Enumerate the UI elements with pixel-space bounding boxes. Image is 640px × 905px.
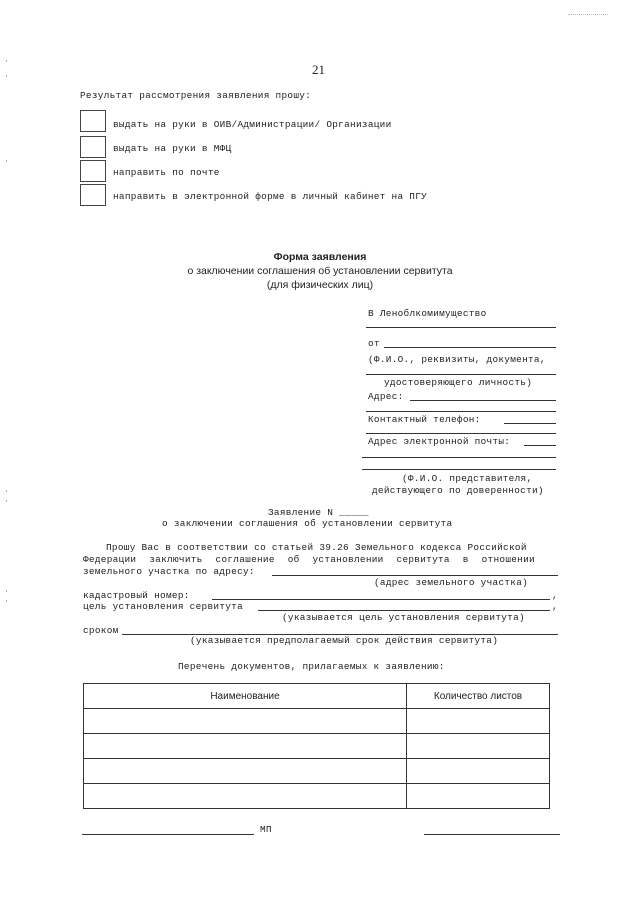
body-line-3: земельного участка по адресу: (83, 566, 255, 577)
from-name-line[interactable] (384, 347, 556, 348)
addressee-line[interactable] (366, 327, 556, 328)
address-hint: (адрес земельного участка) (374, 577, 529, 588)
application-subheading: о заключении соглашения об установлении сервитута (162, 518, 453, 529)
purpose-comma: , (552, 601, 558, 612)
documents-table (83, 683, 550, 809)
checkbox-option-post[interactable] (80, 160, 106, 182)
rep-hint-1: (Ф.И.О. представителя, (402, 473, 533, 484)
address-label: Адрес: (368, 391, 404, 402)
table-cell[interactable] (84, 734, 407, 759)
table-row (84, 784, 550, 809)
purpose-line[interactable] (258, 610, 550, 611)
table-header-row (84, 684, 550, 709)
stamp-label: МП (260, 824, 272, 835)
rep-hint-2: действующего по доверенности) (372, 485, 544, 496)
address-line[interactable] (410, 400, 556, 401)
signature-line-right[interactable] (424, 834, 560, 835)
table-cell[interactable] (407, 734, 550, 759)
fio-hint-2: удостоверяющего личность) (384, 377, 533, 388)
rep-line-2[interactable] (362, 469, 556, 470)
body-line-1: Прошу Вас в соответствии со статьей 39.26 Земельного кодекса Российской (106, 542, 527, 553)
phone-line-2[interactable] (366, 433, 556, 434)
col-sheets-header: Количество листов (407, 684, 550, 709)
checkbox-option-pgu[interactable] (80, 184, 106, 206)
cadastral-label: кадастровый номер: (83, 590, 190, 601)
term-label: сроком (83, 625, 119, 636)
email-line[interactable] (524, 445, 556, 446)
scan-mark (6, 490, 7, 492)
table-row (84, 734, 550, 759)
purpose-label: цель установления сервитута (83, 601, 243, 612)
purpose-hint: (указывается цель установления сервитута) (282, 612, 525, 623)
addressee-from: от (368, 338, 380, 349)
documents-caption: Перечень документов, прилагаемых к заявлению: (178, 661, 445, 672)
table-cell[interactable] (407, 784, 550, 809)
fio-hint-1: (Ф.И.О., реквизиты, документа, (368, 354, 546, 365)
table-cell[interactable] (84, 709, 407, 734)
cadastral-line[interactable] (212, 599, 550, 600)
scan-mark (6, 500, 7, 502)
form-title-line-1: Форма заявления (273, 251, 367, 263)
table-cell[interactable] (84, 759, 407, 784)
table-row (84, 759, 550, 784)
rep-line-1[interactable] (362, 457, 556, 458)
phone-line[interactable] (504, 423, 556, 424)
cadastral-comma: , (552, 590, 558, 601)
scan-mark (6, 590, 7, 592)
table-row (84, 709, 550, 734)
signature-line-left[interactable] (82, 834, 254, 835)
result-prompt: Результат рассмотрения заявления прошу: (80, 90, 312, 101)
form-title-line-2: о заключении соглашения об установлении сервитута (187, 265, 453, 277)
body-line-2: Федерации заключить соглашение об установлении сервитута в отношении (83, 554, 535, 565)
col-name-header: Наименование (84, 684, 407, 709)
option-label-pgu: направить в электронной форме в личный кабинет на ПГУ (113, 191, 428, 202)
address-line-2[interactable] (366, 411, 556, 412)
option-label-post: направить по почте (113, 167, 220, 178)
addressee-to: В Леноблкомимущество (368, 308, 487, 319)
email-label: Адрес электронной почты: (368, 436, 511, 447)
table-cell[interactable] (84, 784, 407, 809)
term-hint: (указывается предполагаемый срок действия сервитута) (190, 635, 499, 646)
application-heading: Заявление N _____ (268, 507, 369, 518)
scan-mark (6, 160, 7, 162)
option-label-oiv: выдать на руки в ОИВ/Администрации/ Организации (113, 119, 392, 130)
option-label-mfc: выдать на руки в МФЦ (113, 143, 232, 154)
checkbox-option-oiv[interactable] (80, 110, 106, 132)
form-title (0, 250, 640, 292)
table-cell[interactable] (407, 709, 550, 734)
scan-mark (6, 60, 7, 62)
form-title-line-3: (для физических лиц) (266, 279, 374, 291)
phone-label: Контактный телефон: (368, 414, 481, 425)
scan-mark (6, 600, 7, 602)
scan-mark-top (568, 14, 608, 15)
checkbox-option-mfc[interactable] (80, 136, 106, 158)
page-number: 21 (312, 62, 325, 77)
table-cell[interactable] (407, 759, 550, 784)
scan-mark (6, 75, 7, 77)
fio-line[interactable] (366, 374, 556, 375)
land-address-line[interactable] (272, 575, 558, 576)
